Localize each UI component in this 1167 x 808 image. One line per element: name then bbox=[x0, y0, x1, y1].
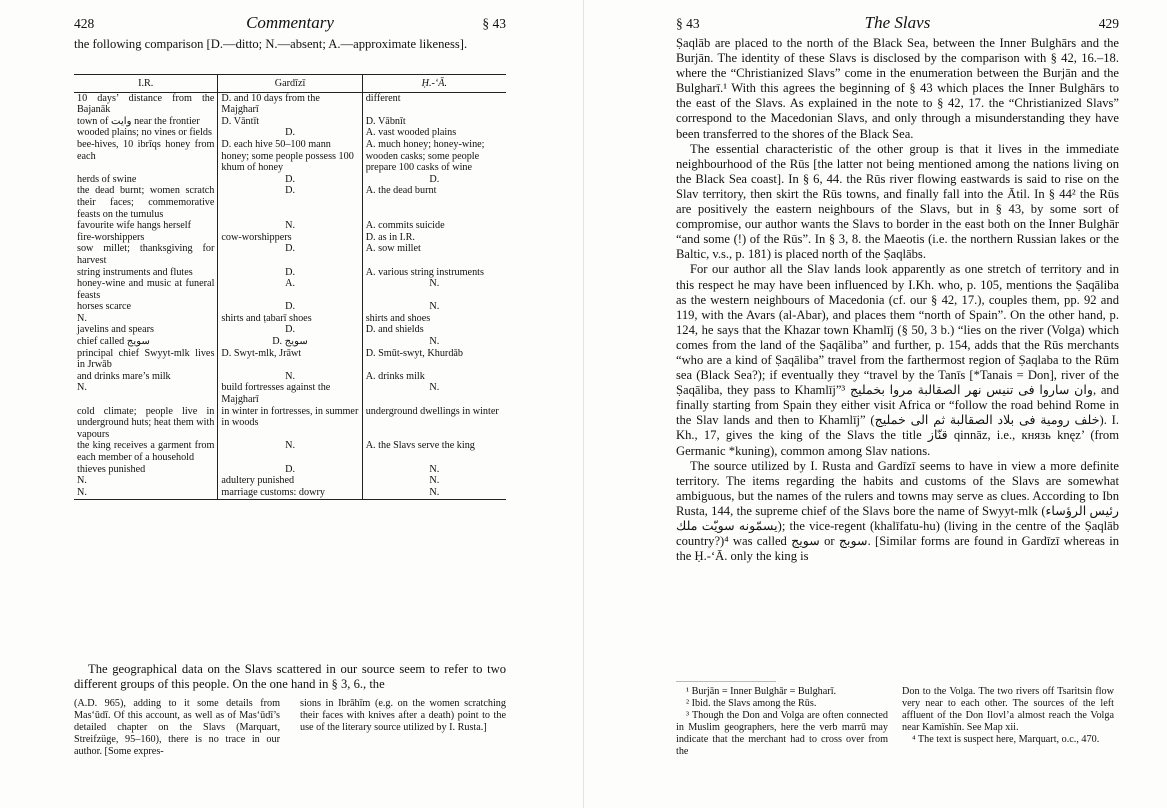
table-cell-ir: favourite wife hangs herself bbox=[77, 220, 191, 232]
table-cell-gardizi: D. سويج bbox=[218, 336, 362, 348]
table-cell-hudud: underground dwellings in winter bbox=[362, 406, 506, 441]
right-paragraph-4: The source utilized by I. Rusta and Gardīzī seems to have in view a more definite territory. The items regarding the habits and customs of the Slavs are somewhat ambiguous, but the names of the rulers and towns may serve as clues. According to Ibn Rusta, 144, the supreme chief of the Slavs bore the name of Swyyt-mlk (رئيس الرؤساء يسمّونه سويّت ملك); the vice-regent (khalīfatu-hu) (living in the centre of the Ṣaqlāb country?)⁴ was called سويج or سوبج. [Similar forms are found in Gardīzī whereas in the Ḥ.-‘Ā. only the king is bbox=[676, 458, 1120, 564]
table-cell-hudud: A. drinks milk bbox=[362, 371, 506, 383]
table-cell-gardizi: N. bbox=[218, 220, 362, 232]
table-cell-hudud: shirts and shoes bbox=[362, 313, 506, 325]
table-cell-hudud: A. much honey; honey-wine; wooden casks; some people prepare 100 casks of wine bbox=[362, 139, 506, 174]
table-row bbox=[74, 324, 506, 336]
left-footnote-col-a: (A.D. 965), adding to it some details from Mas‘ūdī. Of this account, as well as of Mas‘ūdī’s detailed chapter on the Slavs (Marquart, Streifzüge, 95–160), there is no trace in our author. [Some expres- bbox=[74, 698, 280, 757]
table-intro: the following comparison [D.—ditto; N.—absent; A.—approximate likeness]. bbox=[74, 37, 468, 51]
table-cell-gardizi: D. bbox=[218, 324, 362, 336]
table-cell-hudud: D. Vābnīt bbox=[362, 116, 506, 128]
table-cell-hudud: N. bbox=[362, 487, 506, 500]
table-row bbox=[74, 336, 506, 348]
table-cell-hudud: A. the Slavs serve the king bbox=[362, 440, 506, 463]
table-cell-hudud: D. and shields bbox=[362, 324, 506, 336]
table-cell-gardizi: D. Swyt-mlk, Jrāwt bbox=[218, 348, 362, 371]
right-running-title: The Slavs bbox=[864, 13, 931, 32]
table-cell-hudud: N. bbox=[362, 475, 506, 487]
right-paragraph-3: For our author all the Slav lands look apparently as one stretch of territory and in this respect he may have been influenced by I.Kh. who, p. 105, mentions the Ṣaqāliba as the western neighbours of Macedonia (cf. our § 42, 17.), couples them, pp. 92 and 119, with the Avars (al-Abar), and places them “north of Spain”. On the other hand, p. 124, he says that the Khazar town Khamlīj (§ 50, 3 b.) “lies on the river (Volga) which comes from the land of the Ṣaqāliba” and further, p. 154, adds that the Rūs merchants “who are a kind of Ṣaqāliba” travel from the farthermost region of Ṣaqlaba to the Rūm sea (Black Sea?); if eventually they “travel by the Tanīs [*Tanais = Don], river of the Ṣaqāliba, they pass to Khamlīj”³ وان ساروا فى تنيس نهر الصقالبة مروا بخمليج, and finally starting from Spain they either visit Africa or “follow the road behind Rome in the Slav lands and then to Khamlīj” (خلف رومية فى بلاد الصقالبة ثم الى خمليج). I. Kh., 17, gives the king of the Slavs the title قنّاز qinnāz, i.e., князь knęz’ (from Germanic *kuning), common among Slav nations. bbox=[676, 262, 1120, 458]
table-cell-hudud: D. as in I.R. bbox=[362, 232, 506, 244]
table-cell-gardizi: marriage customs: dowry bbox=[218, 487, 362, 500]
table-cell-hudud: N. bbox=[362, 336, 506, 348]
table-row bbox=[74, 174, 506, 186]
comparison-table-body bbox=[74, 92, 506, 500]
table-cell-gardizi: D. bbox=[218, 185, 362, 220]
table-cell-gardizi: D. and 10 days from the Majgharī bbox=[218, 92, 362, 116]
table-cell-hudud: A. commits suicide bbox=[362, 220, 506, 232]
table-row bbox=[74, 220, 506, 232]
table-row bbox=[74, 127, 506, 139]
footnote-rule bbox=[676, 681, 776, 682]
left-page bbox=[0, 0, 583, 808]
table-row bbox=[74, 464, 506, 476]
footnote-4: ⁴ The text is suspect here, Marquart, o.c., 470. bbox=[912, 734, 1100, 745]
table-cell-ir: N. bbox=[74, 487, 218, 500]
table-cell-ir: horses scarce bbox=[77, 301, 132, 313]
table-cell-ir: honey-wine and music at funeral feasts bbox=[77, 278, 215, 301]
table-cell-ir: principal chief Swyyt-mlk lives in Jrwāb bbox=[77, 347, 215, 371]
left-body-paragraph: The geographical data on the Slavs scattered in our source seem to refer to two different groups of this people. On the one hand in § 3, 6., the bbox=[74, 662, 506, 691]
left-running-title: Commentary bbox=[246, 13, 334, 32]
table-row bbox=[74, 185, 506, 220]
table-row bbox=[74, 487, 506, 500]
table-cell-hudud: D. bbox=[362, 174, 506, 186]
table-row bbox=[74, 301, 506, 313]
table-cell-ir: fire-worshippers bbox=[77, 231, 145, 243]
table-cell-gardizi: D. bbox=[218, 243, 362, 266]
table-cell-ir: N. bbox=[77, 312, 87, 324]
left-footnote-col-b: sions in Ibrāhīm (e.g. on the women scratching their faces with knives after a death) point to the use of the literary source utilized by I. Rusta.] bbox=[300, 698, 506, 733]
table-cell-gardizi: D. bbox=[218, 464, 362, 476]
table-cell-ir: cold climate; people live in underground huts; heat them with vapours bbox=[77, 405, 215, 440]
table-cell-gardizi: cow-worshippers bbox=[218, 232, 362, 244]
table-cell-gardizi: adultery punished bbox=[218, 475, 362, 487]
table-cell-hudud: A. sow millet bbox=[362, 243, 506, 266]
right-footnote-col-b bbox=[902, 686, 1114, 746]
header-ir: I.R. bbox=[74, 75, 218, 93]
table-cell-ir: thieves punished bbox=[77, 463, 146, 475]
table-row bbox=[74, 313, 506, 325]
table-cell-gardizi: D. bbox=[218, 267, 362, 279]
table-header-row bbox=[74, 75, 506, 93]
left-running-head bbox=[74, 14, 506, 36]
right-paragraph-2: The essential characteristic of the other group is that it lives in the immediate neighbourhood of the Rūs [the latter not being mentioned among the nations living on the Black Sea coast]. In § 6, 44. the Rūs river flowing eastwards is said to rise on the Slav territory, then skirt the Rūs towns, and finally fall into the Ātil. In § 44² the Rūs are positively the eastern neighbours of the Slavs, but in § 43, by some sort of compromise, our author wants the Slavs to border in the east both on the Inner Bulghār “and some (!) of the Rūs”. In § 3, 8. the Maeotis (i.e. the northern Russian lakes or the Baltic, v.s., p. 181) is placed north of the Ṣaqlābs. bbox=[676, 141, 1119, 262]
table-row bbox=[74, 475, 506, 487]
table-cell-ir: chief called سويج bbox=[77, 336, 150, 348]
right-body bbox=[676, 36, 1119, 564]
table-cell-hudud: A. the dead burnt bbox=[362, 185, 506, 220]
table-row bbox=[74, 371, 506, 383]
right-section-mark: § 43 bbox=[676, 16, 700, 31]
table-row bbox=[74, 382, 506, 405]
table-cell-ir: herds of swine bbox=[77, 173, 137, 185]
table-row bbox=[74, 243, 506, 266]
table-row bbox=[74, 348, 506, 371]
table-row bbox=[74, 278, 506, 301]
table-cell-ir: N. bbox=[77, 382, 87, 394]
table-cell-hudud: different bbox=[362, 92, 506, 116]
table-row bbox=[74, 440, 506, 463]
right-page-number: 429 bbox=[1098, 16, 1119, 31]
table-cell-gardizi: D. each hive 50–100 mann honey; some people possess 100 khum of honey bbox=[218, 139, 362, 174]
footnote-1: ¹ Burjān = Inner Bulghār = Bulgharī. bbox=[686, 686, 837, 697]
table-cell-hudud: N. bbox=[362, 301, 506, 313]
right-paragraph-1: Ṣaqlāb are placed to the north of the Black Sea, between the Inner Bulghārs and the Burjān. The identity of these Slavs is disclosed by the comparison with § 42, 16.–18. where the “Christianized Slavs” come in the enumeration between the Burjān and the Bulgharī.¹ With this agrees the beginning of § 43 which places the Inner Bulghārs to the east of the Slavs. As explained in the note to § 42, 17. the “Christianized Slavs” correspond to the Macedonian Slavs, and only through a misunderstanding they have been transferred to the shores of the Black Sea. bbox=[676, 36, 1119, 141]
left-section-mark: § 43 bbox=[482, 16, 506, 31]
footnote-3: ³ Though the Don and Volga are often connected in Muslim geographers, here the verb marrū may indicate that the merchant had to cross over from the bbox=[676, 710, 888, 757]
table-cell-gardizi: N. bbox=[218, 371, 362, 383]
table-cell-ir: sow millet; thanksgiving for harvest bbox=[77, 243, 215, 266]
table-cell-ir: town of وايت near the frontier bbox=[77, 115, 200, 127]
left-page-number: 428 bbox=[74, 16, 95, 31]
table-cell-hudud: N. bbox=[362, 382, 506, 405]
footnote-2: ² Ibid. the Slavs among the Rūs. bbox=[686, 698, 817, 709]
table-row bbox=[74, 232, 506, 244]
table-cell-hudud: A. various string instruments bbox=[362, 267, 506, 279]
footnote-3-continued: Don to the Volga. The two rivers off Tsaritsin flow very near to each other. The sources of the left affluent of the Don Ilovl’a almost reach the Volga near Kamïshïn. See Map xii. bbox=[902, 686, 1114, 733]
right-footnote-col-a bbox=[676, 686, 888, 758]
table-cell-ir: string instruments and flutes bbox=[77, 266, 193, 278]
table-cell-gardizi: A. bbox=[218, 278, 362, 301]
table-row bbox=[74, 406, 506, 441]
table-cell-ir: N. bbox=[77, 475, 87, 487]
table-cell-ir: and drinks mare’s milk bbox=[77, 370, 171, 382]
header-hudud: Ḥ.-‘Ā. bbox=[362, 75, 506, 93]
table-cell-ir: the king receives a garment from each member of a household bbox=[77, 440, 215, 463]
table-cell-ir: bee-hives, 10 ibrīqs honey from each bbox=[77, 138, 215, 162]
table-cell-hudud: N. bbox=[362, 464, 506, 476]
table-cell-ir: wooded plains; no vines or fields bbox=[77, 127, 212, 139]
table-cell-ir: javelins and spears bbox=[77, 324, 154, 336]
table-row bbox=[74, 92, 506, 116]
table-cell-gardizi: D. bbox=[218, 301, 362, 313]
table-cell-gardizi: D. bbox=[218, 174, 362, 186]
table-cell-gardizi: N. bbox=[218, 440, 362, 463]
table-cell-gardizi: D. Vāntīt bbox=[218, 116, 362, 128]
table-cell-hudud: A. vast wooded plains bbox=[362, 127, 506, 139]
table-cell-gardizi: shirts and ṭabarī shoes bbox=[218, 313, 362, 325]
table-row bbox=[74, 116, 506, 128]
table-cell-hudud: D. Smūt-swyt, Khurdāb bbox=[362, 348, 506, 371]
table-cell-gardizi: build fortresses against the Majgharī bbox=[218, 382, 362, 405]
table-cell-gardizi: D. bbox=[218, 127, 362, 139]
table-cell-ir: 10 days’ distance from the Bajanāk bbox=[77, 92, 215, 116]
right-running-head bbox=[676, 14, 1119, 36]
header-gardizi: Gardīzī bbox=[218, 75, 362, 93]
table-row bbox=[74, 139, 506, 174]
table-cell-hudud: N. bbox=[362, 278, 506, 301]
table-row bbox=[74, 267, 506, 279]
table-cell-gardizi: in winter in fortresses, in summer in woods bbox=[218, 406, 362, 441]
table-cell-ir: the dead burnt; women scratch their faces; commemorative feasts on the tumulus bbox=[77, 185, 215, 220]
comparison-table bbox=[74, 74, 506, 500]
right-page bbox=[584, 0, 1167, 808]
